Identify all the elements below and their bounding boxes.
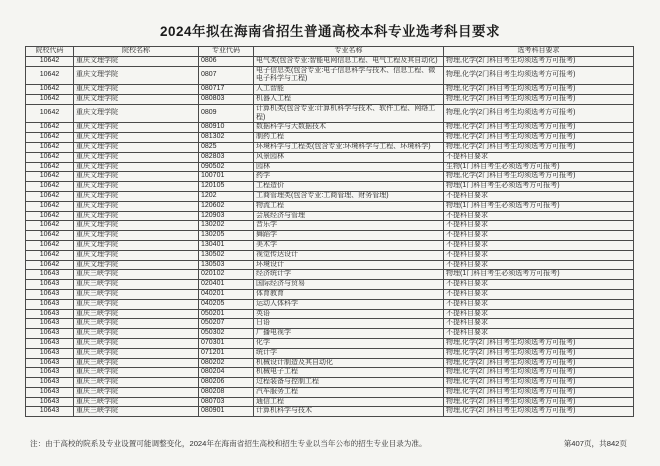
cell-subject-requirements: 不提科目要求 xyxy=(444,260,634,270)
cell-major-name: 电子信息类(包含专业:电子信息科学与技术、信息工程、微电子科学与工程) xyxy=(254,66,444,85)
cell-college-code: 10643 xyxy=(26,338,74,348)
table-row xyxy=(26,368,634,378)
cell-major-name: 音乐学 xyxy=(254,221,444,231)
cell-subject-requirements: 不提科目要求 xyxy=(444,152,634,162)
table-row xyxy=(26,85,634,95)
cell-subject-requirements: 物理,化学(2门科目考生均须选考方可报考) xyxy=(444,142,634,152)
cell-major-code: 080208 xyxy=(199,387,254,397)
table-row xyxy=(26,104,634,123)
cell-major-name: 机器人工程 xyxy=(254,94,444,104)
cell-college-code: 10643 xyxy=(26,280,74,290)
cell-major-code: 120602 xyxy=(199,201,254,211)
cell-major-code: 080910 xyxy=(199,123,254,133)
cell-major-code: 080202 xyxy=(199,358,254,368)
cell-college-code: 10643 xyxy=(26,407,74,417)
cell-subject-requirements: 物理,化学(2门科目考生均须选考方可报考) xyxy=(444,338,634,348)
cell-college-name: 重庆文理学院 xyxy=(74,66,199,85)
cell-major-code: 1202 xyxy=(199,191,254,201)
cell-college-name: 重庆文理学院 xyxy=(74,152,199,162)
cell-college-code: 10643 xyxy=(26,348,74,358)
cell-subject-requirements: 物理(1门科目考生必须选考方可报考) xyxy=(444,182,634,192)
cell-college-code: 10642 xyxy=(26,250,74,260)
cell-college-code: 10643 xyxy=(26,368,74,378)
cell-college-name: 重庆文理学院 xyxy=(74,142,199,152)
cell-major-name: 过程装备与控制工程 xyxy=(254,378,444,388)
cell-major-name: 制药工程 xyxy=(254,133,444,143)
cell-major-name: 经济统计学 xyxy=(254,270,444,280)
cell-major-code: 040201 xyxy=(199,289,254,299)
cell-major-code: 080717 xyxy=(199,85,254,95)
cell-subject-requirements: 物理,化学(2门科目考生均须选考方可报考) xyxy=(444,123,634,133)
table-row xyxy=(26,358,634,368)
table-row xyxy=(26,250,634,260)
cell-major-name: 美术学 xyxy=(254,240,444,250)
cell-major-name: 运动人体科学 xyxy=(254,299,444,309)
cell-college-code: 10642 xyxy=(26,162,74,172)
table-row xyxy=(26,191,634,201)
cell-major-name: 英语 xyxy=(254,309,444,319)
cell-major-name: 日语 xyxy=(254,319,444,329)
cell-college-code: 10643 xyxy=(26,299,74,309)
cell-college-code: 10642 xyxy=(26,221,74,231)
cell-subject-requirements: 不提科目要求 xyxy=(444,329,634,339)
table-row xyxy=(26,221,634,231)
cell-college-name: 重庆三峡学院 xyxy=(74,397,199,407)
cell-college-code: 10642 xyxy=(26,182,74,192)
cell-college-code: 10643 xyxy=(26,289,74,299)
cell-major-name: 体育教育 xyxy=(254,289,444,299)
cell-college-code: 10642 xyxy=(26,201,74,211)
cell-major-name: 汽车服务工程 xyxy=(254,387,444,397)
cell-major-name: 园林 xyxy=(254,162,444,172)
cell-college-code: 10643 xyxy=(26,378,74,388)
cell-college-name: 重庆三峡学院 xyxy=(74,299,199,309)
cell-college-name: 重庆三峡学院 xyxy=(74,289,199,299)
cell-college-name: 重庆三峡学院 xyxy=(74,319,199,329)
cell-college-name: 重庆三峡学院 xyxy=(74,329,199,339)
cell-subject-requirements: 不提科目要求 xyxy=(444,231,634,241)
page-footer xyxy=(30,439,627,448)
cell-college-name: 重庆文理学院 xyxy=(74,260,199,270)
cell-subject-requirements: 物理,化学(2门科目考生均须选考方可报考) xyxy=(444,133,634,143)
table-row xyxy=(26,56,634,66)
cell-subject-requirements: 物理,化学(2门科目考生均须选考方可报考) xyxy=(444,85,634,95)
table-row xyxy=(26,299,634,309)
cell-major-name: 环境设计 xyxy=(254,260,444,270)
table-body xyxy=(26,56,634,416)
cell-major-code: 080803 xyxy=(199,94,254,104)
header-cell-major-name: 专业名称 xyxy=(254,47,444,57)
cell-college-name: 重庆文理学院 xyxy=(74,56,199,66)
cell-subject-requirements: 物理,化学(2门科目考生均须选考方可报考) xyxy=(444,66,634,85)
cell-subject-requirements: 不提科目要求 xyxy=(444,299,634,309)
table-row xyxy=(26,162,634,172)
cell-major-name: 视觉传达设计 xyxy=(254,250,444,260)
table-row xyxy=(26,387,634,397)
cell-college-name: 重庆三峡学院 xyxy=(74,309,199,319)
cell-subject-requirements: 不提科目要求 xyxy=(444,211,634,221)
table-row xyxy=(26,123,634,133)
table-row xyxy=(26,94,634,104)
cell-college-code: 10642 xyxy=(26,94,74,104)
cell-college-name: 重庆三峡学院 xyxy=(74,368,199,378)
cell-college-code: 10642 xyxy=(26,172,74,182)
cell-major-code: 130401 xyxy=(199,240,254,250)
cell-subject-requirements: 不提科目要求 xyxy=(444,191,634,201)
cell-college-code: 10642 xyxy=(26,85,74,95)
cell-college-name: 重庆文理学院 xyxy=(74,201,199,211)
table-row xyxy=(26,142,634,152)
cell-major-code: 130205 xyxy=(199,231,254,241)
cell-college-name: 重庆文理学院 xyxy=(74,94,199,104)
cell-major-name: 药学 xyxy=(254,172,444,182)
cell-subject-requirements: 物理,化学(2门科目考生均须选考方可报考) xyxy=(444,56,634,66)
table-row xyxy=(26,280,634,290)
table-row xyxy=(26,270,634,280)
cell-major-name: 人工智能 xyxy=(254,85,444,95)
cell-major-name: 通信工程 xyxy=(254,397,444,407)
page-title: 2024年拟在海南省招生普通高校本科专业选考科目要求 xyxy=(159,24,501,39)
requirements-table xyxy=(25,46,634,417)
cell-major-name: 工程造价 xyxy=(254,182,444,192)
cell-college-name: 重庆文理学院 xyxy=(74,104,199,123)
page-indicator: 第407页，共842页 xyxy=(563,439,627,448)
cell-college-name: 重庆文理学院 xyxy=(74,211,199,221)
cell-major-code: 081302 xyxy=(199,133,254,143)
cell-college-code: 10642 xyxy=(26,123,74,133)
table-row xyxy=(26,407,634,417)
cell-subject-requirements: 物理,化学(2门科目考生均须选考方可报考) xyxy=(444,378,634,388)
table-header-row xyxy=(26,47,634,57)
cell-college-code: 10642 xyxy=(26,260,74,270)
cell-major-name: 工商管理类(包含专业:工商管理、财务管理) xyxy=(254,191,444,201)
cell-major-code: 080204 xyxy=(199,368,254,378)
cell-college-code: 10642 xyxy=(26,211,74,221)
cell-college-code: 10643 xyxy=(26,270,74,280)
cell-major-code: 080703 xyxy=(199,397,254,407)
cell-college-name: 重庆三峡学院 xyxy=(74,338,199,348)
cell-college-name: 重庆文理学院 xyxy=(74,182,199,192)
table-row xyxy=(26,211,634,221)
cell-major-name: 机械电子工程 xyxy=(254,368,444,378)
header-cell-college-code: 院校代码 xyxy=(26,47,74,57)
table-row xyxy=(26,231,634,241)
cell-college-name: 重庆三峡学院 xyxy=(74,270,199,280)
cell-major-code: 040205 xyxy=(199,299,254,309)
cell-major-code: 050302 xyxy=(199,329,254,339)
cell-subject-requirements: 不提科目要求 xyxy=(444,309,634,319)
cell-subject-requirements: 物理(1门科目考生必须选考方可报考) xyxy=(444,201,634,211)
cell-subject-requirements: 物理,化学(2门科目考生均须选考方可报考) xyxy=(444,368,634,378)
cell-college-name: 重庆文理学院 xyxy=(74,191,199,201)
cell-college-code: 10642 xyxy=(26,231,74,241)
table-row xyxy=(26,172,634,182)
cell-subject-requirements: 不提科目要求 xyxy=(444,250,634,260)
cell-subject-requirements: 物理,化学(2门科目考生均须选考方可报考) xyxy=(444,94,634,104)
cell-major-name: 环境科学与工程类(包含专业:环境科学与工程、环境科学) xyxy=(254,142,444,152)
cell-college-code: 10642 xyxy=(26,152,74,162)
cell-college-code: 10643 xyxy=(26,329,74,339)
cell-college-name: 重庆文理学院 xyxy=(74,250,199,260)
header-cell-subject-requirements: 选考科目要求 xyxy=(444,47,634,57)
cell-college-name: 重庆文理学院 xyxy=(74,133,199,143)
cell-subject-requirements: 不提科目要求 xyxy=(444,319,634,329)
cell-major-name: 数据科学与大数据技术 xyxy=(254,123,444,133)
cell-major-code: 130202 xyxy=(199,221,254,231)
footer-note: 注：由于高校的院系及专业设置可能调整变化，2024年在海南省招生高校和招生专业以当年公布的招生专业目录为准。 xyxy=(30,439,427,448)
cell-college-name: 重庆文理学院 xyxy=(74,221,199,231)
cell-major-name: 电气类(包含专业:智能电网信息工程、电气工程及其自动化) xyxy=(254,56,444,66)
cell-subject-requirements: 物理(1门科目考生必须选考方可报考) xyxy=(444,270,634,280)
cell-college-name: 重庆三峡学院 xyxy=(74,407,199,417)
cell-subject-requirements: 生物(1门科目考生必须选考方可报考) xyxy=(444,162,634,172)
header-cell-major-code: 专业代码 xyxy=(199,47,254,57)
cell-major-name: 计算机科学与技术 xyxy=(254,407,444,417)
cell-college-code: 10642 xyxy=(26,240,74,250)
table-row xyxy=(26,260,634,270)
cell-major-code: 120105 xyxy=(199,182,254,192)
cell-college-code: 10643 xyxy=(26,387,74,397)
cell-college-code: 10642 xyxy=(26,56,74,66)
table-row xyxy=(26,378,634,388)
table-row xyxy=(26,348,634,358)
cell-subject-requirements: 物理,化学(2门科目考生均须选考方可报考) xyxy=(444,358,634,368)
cell-subject-requirements: 物理,化学(2门科目考生均须选考方可报考) xyxy=(444,387,634,397)
cell-major-code: 070301 xyxy=(199,338,254,348)
table-row xyxy=(26,319,634,329)
cell-college-code: 10642 xyxy=(26,104,74,123)
cell-major-name: 计算机类(包含专业:计算机科学与技术、软件工程、网络工程) xyxy=(254,104,444,123)
cell-college-code: 10642 xyxy=(26,191,74,201)
cell-college-name: 重庆文理学院 xyxy=(74,231,199,241)
cell-major-name: 化学 xyxy=(254,338,444,348)
cell-major-name: 机械设计制造及其自动化 xyxy=(254,358,444,368)
cell-subject-requirements: 不提科目要求 xyxy=(444,221,634,231)
table-row xyxy=(26,152,634,162)
cell-major-name: 统计学 xyxy=(254,348,444,358)
cell-subject-requirements: 物理,化学(2门科目考生均须选考方可报考) xyxy=(444,348,634,358)
cell-college-name: 重庆三峡学院 xyxy=(74,348,199,358)
cell-college-name: 重庆三峡学院 xyxy=(74,378,199,388)
cell-major-code: 0825 xyxy=(199,142,254,152)
cell-major-code: 0807 xyxy=(199,66,254,85)
cell-subject-requirements: 物理,化学(2门科目考生均须选考方可报考) xyxy=(444,104,634,123)
cell-college-code: 10643 xyxy=(26,397,74,407)
table-row xyxy=(26,329,634,339)
cell-subject-requirements: 物理,化学(2门科目考生均须选考方可报考) xyxy=(444,397,634,407)
table-row xyxy=(26,182,634,192)
cell-major-name: 物流工程 xyxy=(254,201,444,211)
cell-major-name: 会展经济与管理 xyxy=(254,211,444,221)
cell-college-code: 10642 xyxy=(26,133,74,143)
table-row xyxy=(26,338,634,348)
cell-major-code: 120903 xyxy=(199,211,254,221)
table-row xyxy=(26,66,634,85)
table-row xyxy=(26,201,634,211)
cell-college-code: 10643 xyxy=(26,309,74,319)
cell-major-code: 080206 xyxy=(199,378,254,388)
cell-subject-requirements: 不提科目要求 xyxy=(444,240,634,250)
cell-major-name: 广播电视学 xyxy=(254,329,444,339)
cell-college-code: 10643 xyxy=(26,319,74,329)
cell-subject-requirements: 物理,化学(2门科目考生均须选考方可报考) xyxy=(444,407,634,417)
cell-subject-requirements: 不提科目要求 xyxy=(444,280,634,290)
table-row xyxy=(26,133,634,143)
cell-major-code: 082803 xyxy=(199,152,254,162)
cell-major-code: 020401 xyxy=(199,280,254,290)
cell-major-code: 0809 xyxy=(199,104,254,123)
cell-major-code: 100701 xyxy=(199,172,254,182)
cell-major-code: 050207 xyxy=(199,319,254,329)
table-row xyxy=(26,240,634,250)
cell-college-name: 重庆三峡学院 xyxy=(74,280,199,290)
cell-major-name: 风景园林 xyxy=(254,152,444,162)
cell-college-code: 10643 xyxy=(26,358,74,368)
table-row xyxy=(26,289,634,299)
header-cell-college-name: 院校名称 xyxy=(74,47,199,57)
table-row xyxy=(26,397,634,407)
cell-college-name: 重庆文理学院 xyxy=(74,85,199,95)
cell-major-name: 国际经济与贸易 xyxy=(254,280,444,290)
cell-major-code: 090502 xyxy=(199,162,254,172)
cell-college-name: 重庆文理学院 xyxy=(74,172,199,182)
table-row xyxy=(26,309,634,319)
cell-subject-requirements: 物理,化学(2门科目考生均须选考方可报考) xyxy=(444,172,634,182)
cell-major-code: 130502 xyxy=(199,250,254,260)
cell-major-code: 0806 xyxy=(199,56,254,66)
cell-major-code: 130503 xyxy=(199,260,254,270)
cell-college-name: 重庆文理学院 xyxy=(74,240,199,250)
cell-major-code: 050201 xyxy=(199,309,254,319)
cell-major-code: 071201 xyxy=(199,348,254,358)
cell-college-name: 重庆文理学院 xyxy=(74,162,199,172)
cell-major-code: 080901 xyxy=(199,407,254,417)
cell-subject-requirements: 不提科目要求 xyxy=(444,289,634,299)
cell-major-name: 舞蹈学 xyxy=(254,231,444,241)
cell-college-code: 10642 xyxy=(26,142,74,152)
cell-college-code: 10642 xyxy=(26,66,74,85)
cell-major-code: 020102 xyxy=(199,270,254,280)
cell-college-name: 重庆三峡学院 xyxy=(74,358,199,368)
cell-college-name: 重庆文理学院 xyxy=(74,123,199,133)
cell-college-name: 重庆三峡学院 xyxy=(74,387,199,397)
